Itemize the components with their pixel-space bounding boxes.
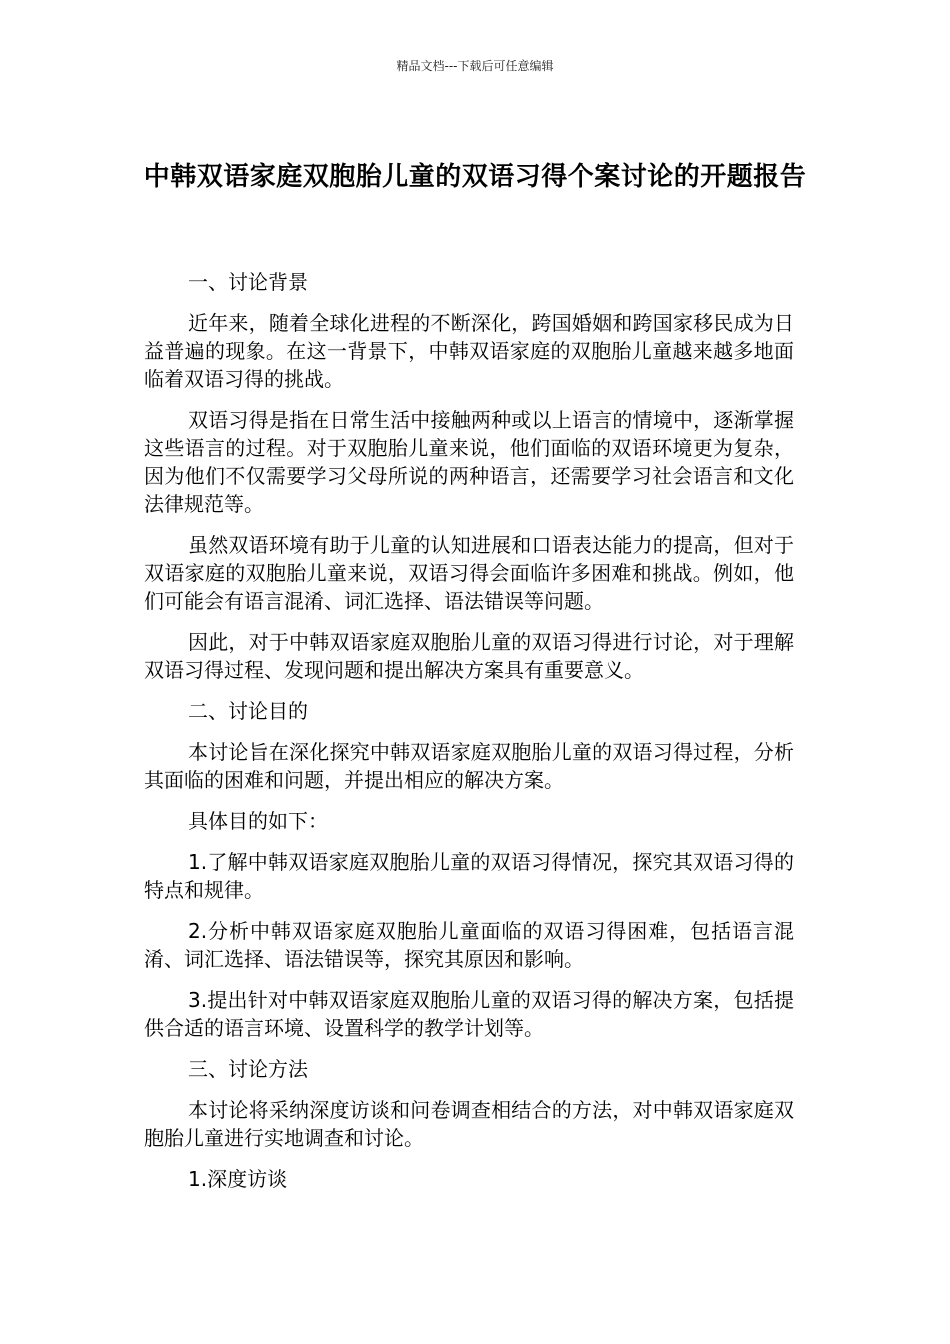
document-body: [144, 268, 794, 1206]
header-note: 精品文档---下载后可任意编辑: [396, 59, 554, 73]
section-heading-background: 一、讨论背景: [188, 270, 308, 294]
section-heading-purpose: 二、讨论目的: [188, 699, 308, 723]
paragraph: 近年来，随着全球化进程的不断深化，跨国婚姻和跨国家移民成为日益普遍的现象。在这一背景下，中韩双语家庭的双胞胎儿童越来越多地面临着双语习得的挑战。: [144, 311, 794, 391]
subsection-heading: 1.深度访谈: [188, 1167, 288, 1191]
section-heading-method: 三、讨论方法: [188, 1057, 308, 1081]
paragraph: 具体目的如下：: [188, 809, 328, 833]
paragraph: 本讨论将采纳深度访谈和问卷调查相结合的方法，对中韩双语家庭双胞胎儿童进行实地调查和讨论。: [144, 1098, 794, 1150]
list-item: 1.了解中韩双语家庭双胞胎儿童的双语习得情况，探究其双语习得的特点和规律。: [144, 850, 794, 902]
paragraph: 虽然双语环境有助于儿童的认知进展和口语表达能力的提高，但对于双语家庭的双胞胎儿童来说，双语习得会面临许多困难和挑战。例如，他们可能会有语言混淆、词汇选择、语法错误等问题。: [144, 533, 794, 613]
paragraph: 双语习得是指在日常生活中接触两种或以上语言的情境中，逐渐掌握这些语言的过程。对于双胞胎儿童来说，他们面临的双语环境更为复杂，因为他们不仅需要学习父母所说的两种语言，还需要学习社会语言和文化法律规范等。: [144, 408, 794, 516]
paragraph: 因此，对于中韩双语家庭双胞胎儿童的双语习得进行讨论，对于理解双语习得过程、发现问题和提出解决方案具有重要意义。: [144, 630, 794, 682]
document-title: 中韩双语家庭双胞胎儿童的双语习得个案讨论的开题报告: [143, 162, 807, 193]
list-item: 3.提出针对中韩双语家庭双胞胎儿童的双语习得的解决方案，包括提供合适的语言环境、设置科学的教学计划等。: [144, 988, 794, 1040]
list-item: 2.分析中韩双语家庭双胞胎儿童面临的双语习得困难，包括语言混淆、词汇选择、语法错误等，探究其原因和影响。: [144, 919, 794, 971]
paragraph: 本讨论旨在深化探究中韩双语家庭双胞胎儿童的双语习得过程，分析其面临的困难和问题，并提出相应的解决方案。: [144, 740, 794, 792]
